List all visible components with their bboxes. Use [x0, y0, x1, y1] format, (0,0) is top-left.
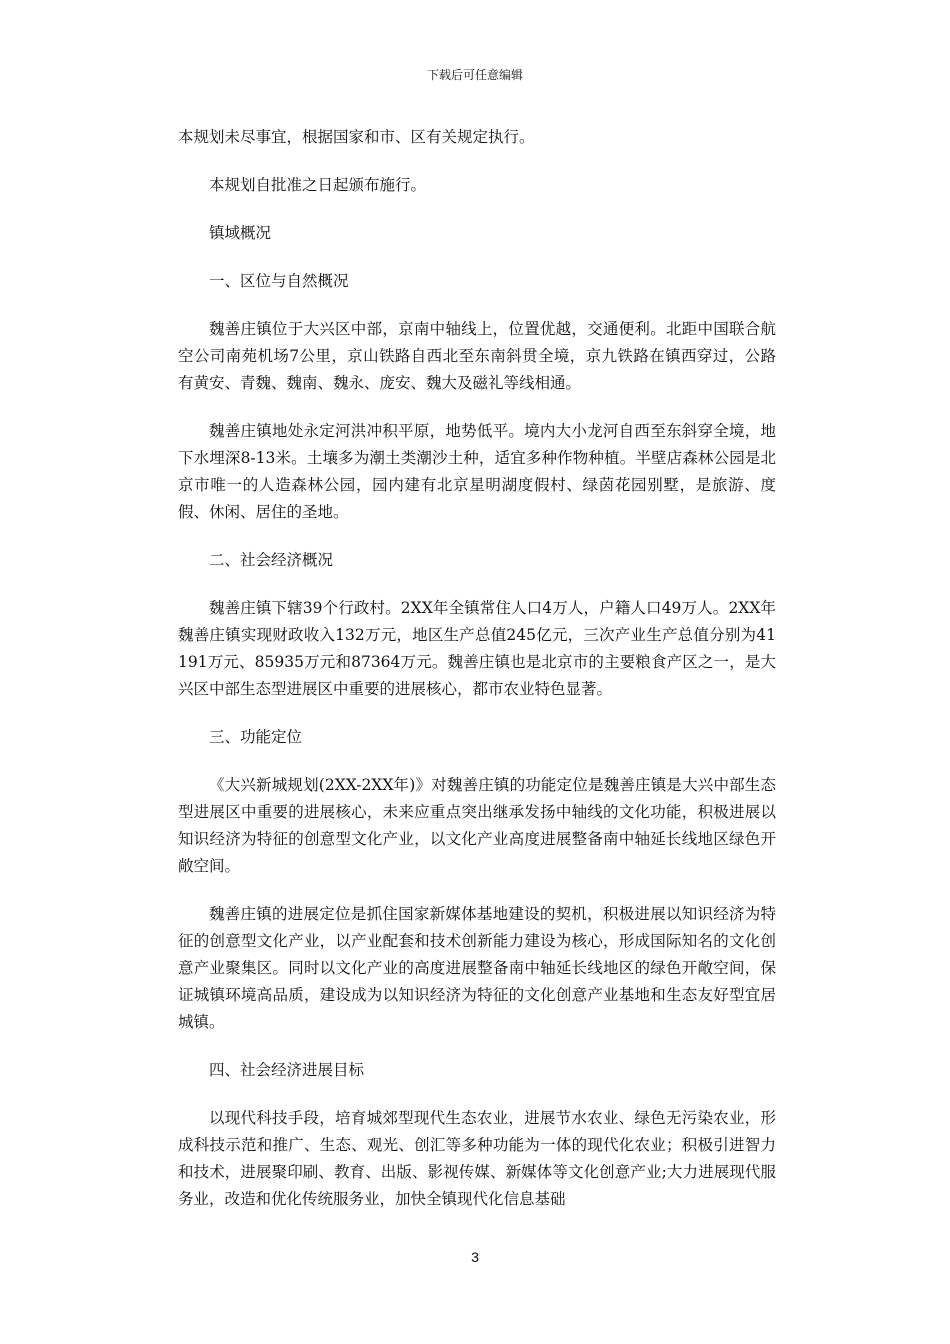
paragraph: 本规划未尽事宜，根据国家和市、区有关规定执行。 — [178, 128, 535, 146]
section-heading: 一、区位与自然概况 — [209, 272, 349, 290]
paragraph: 魏善庄镇的进展定位是抓住国家新媒体基地建设的契机，积极进展以知识经济为特征的创意型文化产业，以产业配套和技术创新能力建设为核心，形成国际知名的文化创意产业聚集区。同时以文化产业的高度进展整备南中轴延长线地区的绿色开敞空间，保证城镇环境高品质，建设成为以知识经济为特征的文化创意产业基地和生态友好型宜居城镇。 — [178, 905, 776, 1031]
section-heading: 镇域概况 — [209, 224, 272, 242]
page-number: 3 — [471, 1249, 479, 1265]
paragraph: 魏善庄镇地处永定河洪冲积平原，地势低平。境内大小龙河自西至东斜穿全境，地下水埋深8-13米。土壤多为潮土类潮沙土种，适宜多种作物种植。半壁店森林公园是北京市唯一的人造森林公园，园内建有北京星明湖度假村、绿茵花园别墅，是旅游、度假、休闲、居住的圣地。 — [178, 422, 776, 521]
paragraph: 魏善庄镇下辖39个行政村。2XX年全镇常住人口4万人，户籍人口49万人。2XX年魏善庄镇实现财政收入132万元，地区生产总值245亿元，三次产业生产总值分别为41191万元、85935万元和87364万元。魏善庄镇也是北京市的主要粮食产区之一，是大兴区中部生态型进展区中重要的进展核心，都市农业特色显著。 — [178, 599, 776, 698]
page-header: 下载后可任意编辑 — [426, 68, 523, 82]
paragraph: 本规划自批准之日起颁布施行。 — [209, 176, 427, 194]
section-heading: 二、社会经济概况 — [209, 551, 334, 569]
paragraph: 以现代科技手段，培育城郊型现代生态农业，进展节水农业、绿色无污染农业，形成科技示范和推广、生态、观光、创汇等多种功能为一体的现代化农业；积极引进智力和技术，进展聚印刷、教育、出版、影视传媒、新媒体等文化创意产业;大力进展现代服务业，改造和优化传统服务业，加快全镇现代化信息基础 — [178, 1109, 776, 1208]
paragraph: 《大兴新城规划(2XX-2XX年)》对魏善庄镇的功能定位是魏善庄镇是大兴中部生态型进展区中重要的进展核心，未来应重点突出继承发扬中轴线的文化功能，积极进展以知识经济为特征的创意型文化产业，以文化产业高度进展整备南中轴延长线地区绿色开敞空间。 — [178, 776, 776, 875]
section-heading: 三、功能定位 — [209, 728, 303, 746]
paragraph: 魏善庄镇位于大兴区中部，京南中轴线上，位置优越，交通便利。北距中国联合航空公司南苑机场7公里，京山铁路自西北至东南斜贯全境，京九铁路在镇西穿过，公路有黄安、青魏、魏南、魏永、庞安、魏大及磁礼等线相通。 — [178, 320, 776, 392]
section-heading: 四、社会经济进展目标 — [209, 1061, 365, 1079]
document-body — [178, 124, 776, 1234]
